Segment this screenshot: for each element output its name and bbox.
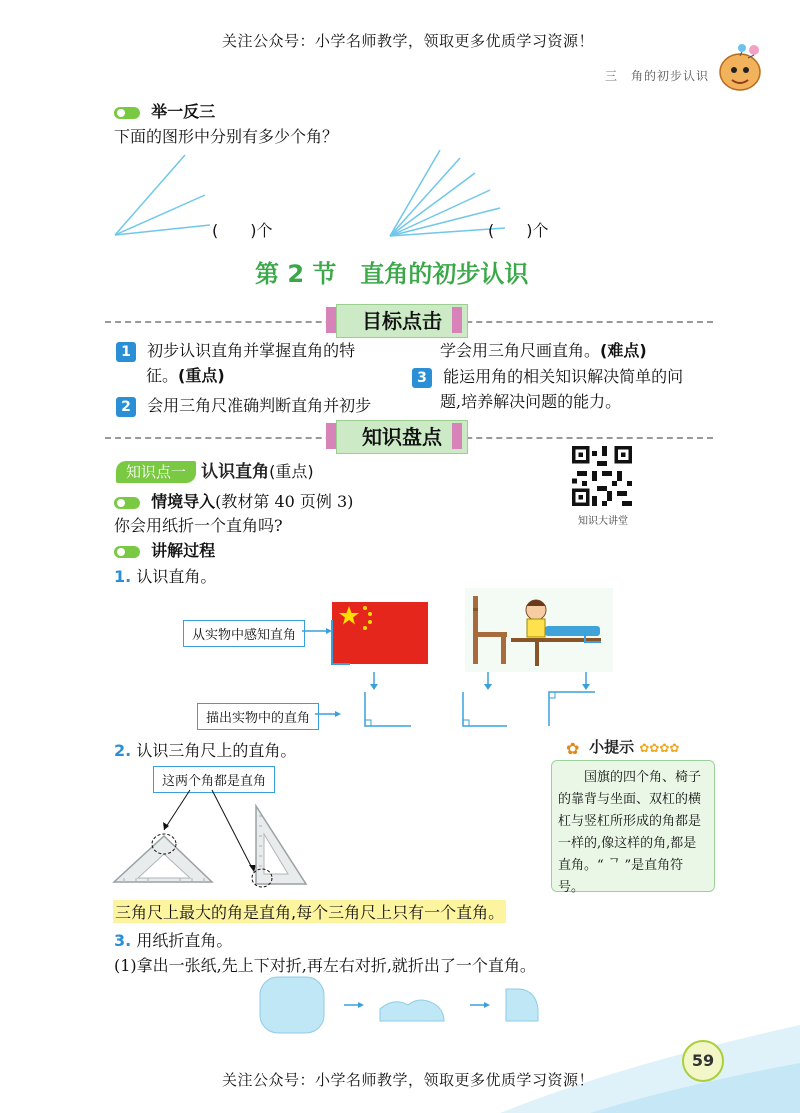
stars-icon: ✿✿✿✿ [639,741,680,755]
page-number: 59 [682,1040,724,1082]
banner-tab-left [326,307,336,333]
blank-answer-2[interactable]: ( )个 [488,221,549,240]
step-text: 认识三角尺上的直角。 [136,741,297,760]
step-3-instruction: (1)拿出一张纸,先上下对折,再左右对折,就折出了一个直角。 [114,956,536,975]
blank-answer-1[interactable]: ( )个 [212,221,273,240]
chapter-label: 三 角的初步认识 [605,69,710,83]
bullet-pill-icon [114,546,140,558]
qr-code[interactable] [572,446,632,506]
callout-both-right-angles: 这两个角都是直角 [153,766,275,793]
tip-title: 小提示 [589,738,635,756]
callout-draw-right-angle: 描出实物中的直角 [197,703,319,730]
exercise-question: 下面的图形中分别有多少个角？ [114,127,339,146]
step-1 [114,564,216,587]
angle-figure-1 [110,150,220,240]
chair-boy-illustration [465,588,613,672]
step-number: 1. [114,567,132,586]
step-number: 2. [114,741,132,760]
step-text: 认识直角。 [136,567,217,586]
banner-tab-left [326,423,336,449]
goal-text-cont: 学会用三角尺画直角。 [440,341,601,360]
goal-item-1 [116,338,406,390]
banner-tab-right [452,307,462,333]
step-2 [114,738,296,761]
tip-heading [566,736,679,757]
process-heading [114,538,215,561]
knowledge-point-label: 知识点一 [116,461,196,483]
footer-watermark: 关注公众号：小学名师教学，领取更多优质学习资源！ [222,1071,595,1089]
intro-heading [114,489,353,512]
goal-text-cont: 征。 [146,366,179,385]
intro-title: 情境导入 [151,492,216,511]
section-title: 第 2 节 直角的初步认识 [255,260,529,288]
knowledge-banner: 知识盘点 [336,420,468,454]
knowledge-point-tag: (重点) [269,462,314,481]
goal-text: 能运用角的相关知识解决简单的问 [443,367,684,386]
step-text: 用纸折直角。 [136,931,233,950]
goal-text: 初步认识直角并掌握直角的特 [147,341,356,360]
step-3 [114,928,232,951]
tip-text: 国旗的四个角、椅子的靠背与坐面、双杠的横杠与竖杠所形成的角都是一样的,像这样的角,都是直角。“ ᄀ ”是直角符号。 [558,770,702,895]
bird-icon: ✿ [566,738,580,758]
goal-text-cont: 题,培养解决问题的能力。 [440,392,622,411]
qr-caption: 知识大讲堂 [578,516,628,527]
goal-item-3 [412,364,732,416]
exercise-title: 举一反三 [151,102,216,121]
exercise-heading [114,99,215,122]
banner-tab-right [452,423,462,449]
flag-illustration [302,600,432,670]
intro-reference: (教材第 40 页例 3) [215,492,354,511]
triangle-rulers-illustration [112,786,317,890]
goal-item-2-cont [440,338,730,361]
goal-number: 2 [116,397,136,417]
callout-feel-right-angle: 从实物中感知直角 [183,620,305,647]
knowledge-point-heading [116,457,314,482]
step-number: 3. [114,931,132,950]
goal-text: 会用三角尺准确判断直角并初步 [147,396,372,415]
goal-item-2 [116,393,406,417]
goal-tag: (重点) [178,366,225,385]
header-watermark: 关注公众号：小学名师教学，领取更多优质学习资源！ [222,32,595,50]
goal-tag: (难点) [600,341,647,360]
mascot-illustration [712,40,772,98]
knowledge-point-title: 认识直角 [201,462,270,482]
process-title: 讲解过程 [151,541,216,560]
goal-number: 1 [116,342,136,362]
bullet-pill-icon [114,497,140,509]
bullet-pill-icon [114,107,140,119]
goal-number: 3 [412,368,432,388]
tip-box [551,760,715,895]
intro-question: 你会用纸折一个直角吗? [114,516,283,535]
traced-right-angles [315,688,615,730]
goals-banner: 目标点击 [336,304,468,338]
key-point-highlight: 三角尺上最大的角是直角,每个三角尺上只有一个直角。 [113,900,506,923]
footer-wave-decoration [500,1005,800,1113]
